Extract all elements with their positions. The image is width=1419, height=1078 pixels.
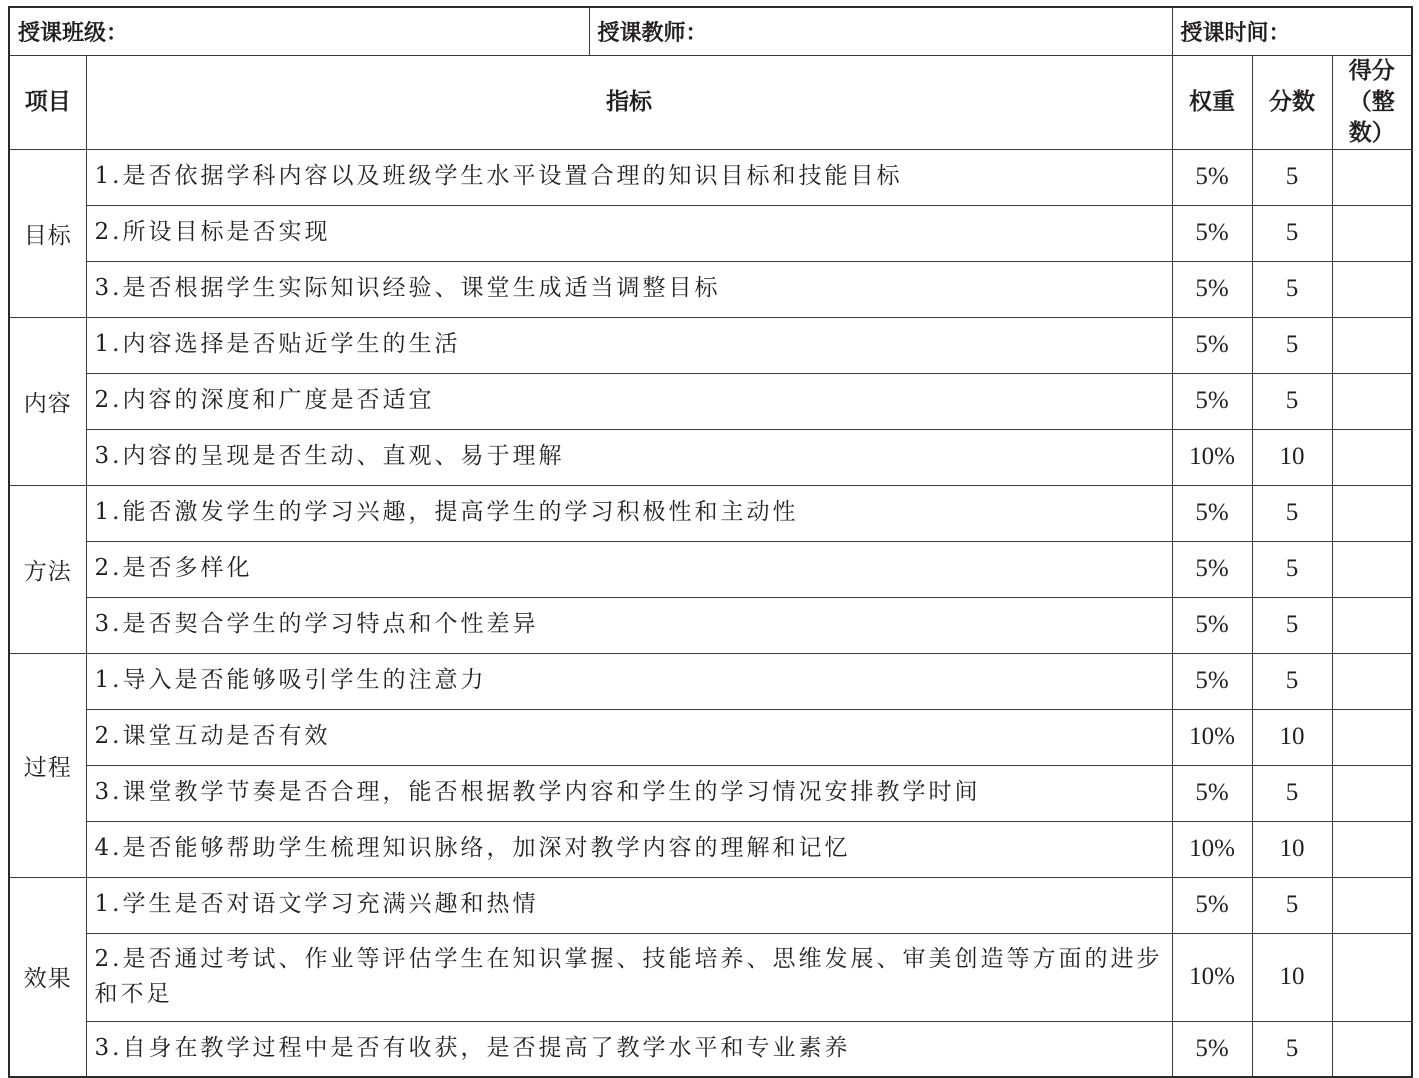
section-name: 内容 bbox=[9, 317, 86, 485]
got-score-cell[interactable] bbox=[1332, 541, 1412, 597]
got-score-cell[interactable] bbox=[1332, 373, 1412, 429]
table-row bbox=[9, 933, 1412, 1021]
score-cell: 5 bbox=[1252, 149, 1332, 205]
indicator-text: 3.是否契合学生的学习特点和个性差异 bbox=[86, 597, 1172, 653]
class-label: 授课班级： bbox=[9, 7, 589, 55]
indicator-text: 3.课堂教学节奏是否合理，能否根据教学内容和学生的学习情况安排教学时间 bbox=[86, 765, 1172, 821]
indicator-text: 1.学生是否对语文学习充满兴趣和热情 bbox=[86, 877, 1172, 933]
table-row bbox=[9, 877, 1412, 933]
indicator-text: 2.是否多样化 bbox=[86, 541, 1172, 597]
score-cell: 5 bbox=[1252, 877, 1332, 933]
score-cell: 5 bbox=[1252, 317, 1332, 373]
score-cell: 5 bbox=[1252, 485, 1332, 541]
indicator-text: 2.内容的深度和广度是否适宜 bbox=[86, 373, 1172, 429]
got-score-cell[interactable] bbox=[1332, 653, 1412, 709]
got-score-cell[interactable] bbox=[1332, 317, 1412, 373]
col-project-header: 项目 bbox=[9, 55, 86, 149]
weight-cell: 10% bbox=[1172, 709, 1252, 765]
indicator-text: 2.所设目标是否实现 bbox=[86, 205, 1172, 261]
score-cell: 10 bbox=[1252, 429, 1332, 485]
weight-cell: 5% bbox=[1172, 149, 1252, 205]
score-cell: 5 bbox=[1252, 597, 1332, 653]
teacher-label: 授课教师： bbox=[589, 7, 1172, 55]
weight-cell: 5% bbox=[1172, 877, 1252, 933]
table-row bbox=[9, 205, 1412, 261]
weight-cell: 10% bbox=[1172, 821, 1252, 877]
table-row bbox=[9, 429, 1412, 485]
col-got-score-header bbox=[1332, 55, 1412, 149]
score-cell: 5 bbox=[1252, 653, 1332, 709]
weight-cell: 5% bbox=[1172, 485, 1252, 541]
got-score-cell[interactable] bbox=[1332, 821, 1412, 877]
indicator-text: 2.是否通过考试、作业等评估学生在知识掌握、技能培养、思维发展、审美创造等方面的进步和不足 bbox=[86, 933, 1172, 1021]
section-name: 方法 bbox=[9, 485, 86, 653]
score-cell: 5 bbox=[1252, 1021, 1332, 1077]
weight-cell: 10% bbox=[1172, 429, 1252, 485]
got-score-cell[interactable] bbox=[1332, 877, 1412, 933]
col-weight-header: 权重 bbox=[1172, 55, 1252, 149]
score-cell: 5 bbox=[1252, 765, 1332, 821]
weight-cell: 5% bbox=[1172, 317, 1252, 373]
indicator-text: 3.是否根据学生实际知识经验、课堂生成适当调整目标 bbox=[86, 261, 1172, 317]
indicator-text: 3.自身在教学过程中是否有收获，是否提高了教学水平和专业素养 bbox=[86, 1021, 1172, 1077]
table-row bbox=[9, 261, 1412, 317]
table-row bbox=[9, 821, 1412, 877]
column-header-row bbox=[9, 55, 1412, 149]
weight-cell: 5% bbox=[1172, 597, 1252, 653]
table-row bbox=[9, 373, 1412, 429]
score-cell: 5 bbox=[1252, 261, 1332, 317]
weight-cell: 5% bbox=[1172, 261, 1252, 317]
table-row bbox=[9, 541, 1412, 597]
indicator-text: 1.是否依据学科内容以及班级学生水平设置合理的知识目标和技能目标 bbox=[86, 149, 1172, 205]
got-score-cell[interactable] bbox=[1332, 429, 1412, 485]
evaluation-table bbox=[8, 6, 1413, 1078]
got-score-cell[interactable] bbox=[1332, 485, 1412, 541]
got-score-cell[interactable] bbox=[1332, 933, 1412, 1021]
table-row bbox=[9, 709, 1412, 765]
weight-cell: 5% bbox=[1172, 541, 1252, 597]
table-row bbox=[9, 653, 1412, 709]
table-row bbox=[9, 485, 1412, 541]
weight-cell: 5% bbox=[1172, 205, 1252, 261]
table-row bbox=[9, 765, 1412, 821]
weight-cell: 10% bbox=[1172, 933, 1252, 1021]
info-row bbox=[9, 7, 1412, 55]
got-score-cell[interactable] bbox=[1332, 1021, 1412, 1077]
table-row bbox=[9, 1021, 1412, 1077]
score-cell: 10 bbox=[1252, 933, 1332, 1021]
got-score-cell[interactable] bbox=[1332, 597, 1412, 653]
score-cell: 5 bbox=[1252, 205, 1332, 261]
score-cell: 5 bbox=[1252, 541, 1332, 597]
indicator-text: 1.能否激发学生的学习兴趣，提高学生的学习积极性和主动性 bbox=[86, 485, 1172, 541]
table-row bbox=[9, 317, 1412, 373]
got-score-cell[interactable] bbox=[1332, 765, 1412, 821]
table-row bbox=[9, 597, 1412, 653]
col-score-header: 分数 bbox=[1252, 55, 1332, 149]
time-label: 授课时间： bbox=[1172, 7, 1412, 55]
got-score-cell[interactable] bbox=[1332, 149, 1412, 205]
weight-cell: 5% bbox=[1172, 1021, 1252, 1077]
got-score-line1: 得分 bbox=[1348, 57, 1395, 84]
indicator-text: 2.课堂互动是否有效 bbox=[86, 709, 1172, 765]
got-score-line2: （整数） bbox=[1348, 88, 1395, 146]
section-name: 过程 bbox=[9, 653, 86, 877]
got-score-cell[interactable] bbox=[1332, 709, 1412, 765]
indicator-text: 3.内容的呈现是否生动、直观、易于理解 bbox=[86, 429, 1172, 485]
got-score-cell[interactable] bbox=[1332, 261, 1412, 317]
weight-cell: 5% bbox=[1172, 765, 1252, 821]
indicator-text: 1.内容选择是否贴近学生的生活 bbox=[86, 317, 1172, 373]
score-cell: 10 bbox=[1252, 709, 1332, 765]
score-cell: 5 bbox=[1252, 373, 1332, 429]
indicator-text: 1.导入是否能够吸引学生的注意力 bbox=[86, 653, 1172, 709]
col-indicator-header: 指标 bbox=[86, 55, 1172, 149]
got-score-cell[interactable] bbox=[1332, 205, 1412, 261]
table-row bbox=[9, 149, 1412, 205]
score-cell: 10 bbox=[1252, 821, 1332, 877]
section-name: 目标 bbox=[9, 149, 86, 317]
weight-cell: 5% bbox=[1172, 373, 1252, 429]
indicator-text: 4.是否能够帮助学生梳理知识脉络，加深对教学内容的理解和记忆 bbox=[86, 821, 1172, 877]
weight-cell: 5% bbox=[1172, 653, 1252, 709]
section-name: 效果 bbox=[9, 877, 86, 1077]
